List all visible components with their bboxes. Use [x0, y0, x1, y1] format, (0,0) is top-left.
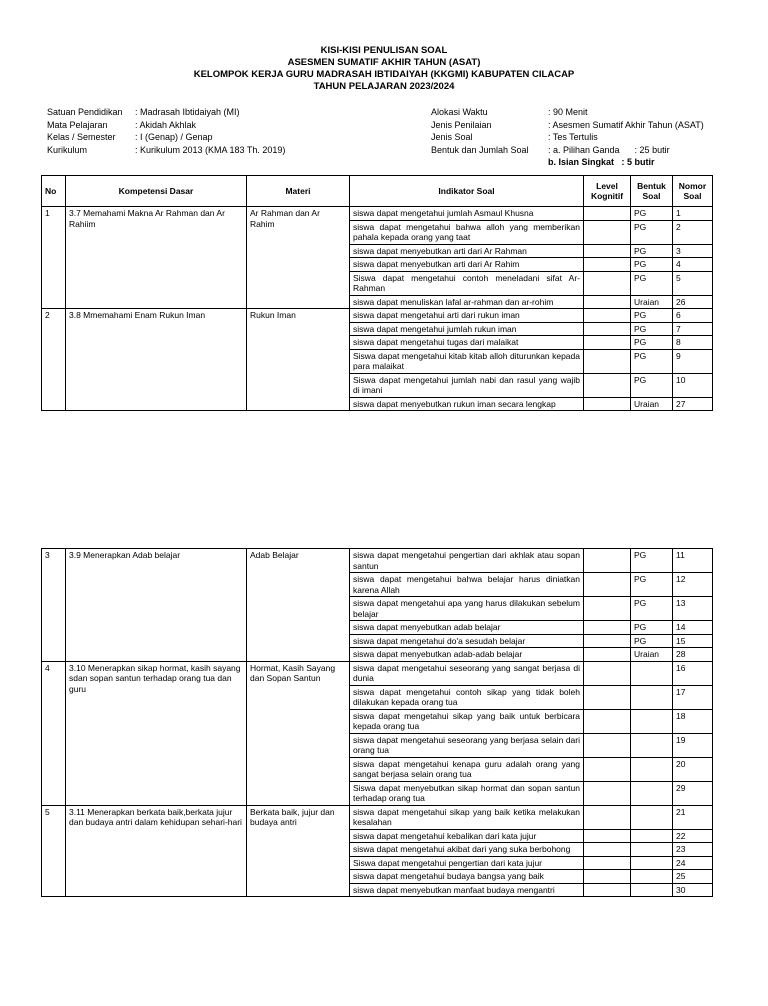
cell-nomor: 5	[673, 271, 713, 295]
meta-key: Satuan Pendidikan	[47, 107, 123, 117]
cell-indikator: siswa dapat mengetahui arti dari rukun iman	[350, 309, 584, 323]
cell-nomor: 12	[673, 573, 713, 597]
cell-bentuk: PG	[631, 573, 673, 597]
cell-nomor: 24	[673, 856, 713, 870]
cell-bentuk: PG	[631, 549, 673, 573]
cell-nomor: 14	[673, 621, 713, 635]
table-body-page-2	[42, 549, 713, 897]
cell-bentuk: PG	[631, 322, 673, 336]
cell-level	[584, 573, 631, 597]
meta-row	[431, 156, 704, 169]
cell-level	[584, 322, 631, 336]
cell-level	[584, 829, 631, 843]
meta-key: Jenis Penilaian	[431, 119, 492, 130]
col-header-no: No	[42, 176, 66, 207]
cell-bentuk: PG	[631, 309, 673, 323]
cell-bentuk	[631, 883, 673, 897]
cell-nomor: 3	[673, 244, 713, 258]
cell-nomor: 8	[673, 336, 713, 350]
meta-row	[47, 144, 285, 157]
cell-nomor: 23	[673, 843, 713, 857]
cell-bentuk: Uraian	[631, 397, 673, 411]
cell-bentuk: PG	[631, 373, 673, 397]
cell-indikator: siswa dapat mengetahui sikap yang baik untuk berbicara kepada orang tua	[350, 709, 584, 733]
cell-level	[584, 648, 631, 662]
header-line-2: ASESMEN SUMATIF AKHIR TAHUN (ASAT)	[287, 57, 481, 68]
cell-level	[584, 336, 631, 350]
cell-indikator: siswa dapat mengetahui do'a sesudah belajar	[350, 634, 584, 648]
cell-level	[584, 733, 631, 757]
cell-indikator: siswa dapat mengetahui kebalikan dari kata jujur	[350, 829, 584, 843]
cell-level	[584, 220, 631, 244]
meta-row	[431, 131, 704, 144]
cell-nomor: 16	[673, 661, 713, 685]
kisi-table-page-2	[41, 548, 713, 897]
cell-bentuk	[631, 733, 673, 757]
meta-key: Kelas / Semester	[47, 132, 116, 142]
col-header-indikator: Indikator Soal	[350, 176, 584, 207]
col-header-bentuk: Bentuk Soal	[631, 176, 673, 207]
cell-nomor: 4	[673, 258, 713, 272]
cell-level	[584, 597, 631, 621]
cell-indikator: siswa dapat menyebutkan arti dari Ar Rahman	[350, 244, 584, 258]
cell-no: 3	[42, 549, 66, 662]
cell-bentuk	[631, 757, 673, 781]
meta-key	[431, 156, 548, 169]
col-header-level: Level Kognitif	[584, 176, 631, 207]
cell-bentuk: PG	[631, 621, 673, 635]
meta-row	[431, 106, 704, 119]
cell-nomor: 27	[673, 397, 713, 411]
table-body-page-1	[42, 207, 713, 411]
cell-materi: Berkata baik, jujur dan budaya antri	[247, 805, 350, 897]
cell-level	[584, 258, 631, 272]
meta-right	[431, 106, 704, 169]
cell-indikator: siswa dapat mengetahui tugas dari malaikat	[350, 336, 584, 350]
cell-level	[584, 634, 631, 648]
cell-bentuk	[631, 870, 673, 884]
meta-row	[431, 119, 704, 132]
cell-bentuk	[631, 661, 673, 685]
cell-materi: Ar Rahman dan Ar Rahim	[247, 207, 350, 309]
meta-key: Jenis Soal	[431, 132, 473, 142]
cell-level	[584, 373, 631, 397]
meta-row	[431, 144, 704, 157]
cell-indikator: siswa dapat mengetahui akibat dari yang suka berbohong	[350, 843, 584, 857]
cell-nomor: 20	[673, 757, 713, 781]
meta-value: : a. Pilihan Ganda : 25 butir	[548, 144, 670, 155]
cell-nomor: 1	[673, 207, 713, 221]
cell-bentuk	[631, 781, 673, 805]
cell-indikator: siswa dapat menyebutkan rukun iman secara lengkap	[350, 397, 584, 411]
cell-indikator: siswa dapat menyebutkan manfaat budaya mengantri	[350, 883, 584, 897]
cell-indikator: siswa dapat mengetahui sikap yang baik ketika melakukan kesalahan	[350, 805, 584, 829]
cell-indikator: siswa dapat mengetahui apa yang harus dilakukan sebelum belajar	[350, 597, 584, 621]
meta-value: : Tes Tertulis	[548, 132, 598, 142]
col-header-materi: Materi	[247, 176, 350, 207]
cell-bentuk: PG	[631, 634, 673, 648]
cell-bentuk	[631, 856, 673, 870]
cell-indikator: Siswa dapat menyebutkan sikap hormat dan sopan santun terhadap orang tua	[350, 781, 584, 805]
cell-no: 1	[42, 207, 66, 309]
cell-level	[584, 781, 631, 805]
header-line-1: KISI-KISI PENULISAN SOAL	[320, 45, 448, 56]
cell-nomor: 18	[673, 709, 713, 733]
cell-kompetensi-dasar: 3.8 Mmemahami Enam Rukun Iman	[66, 309, 247, 411]
meta-key: Bentuk dan Jumlah Soal	[431, 144, 529, 155]
cell-nomor: 28	[673, 648, 713, 662]
cell-bentuk: PG	[631, 271, 673, 295]
cell-kompetensi-dasar: 3.10 Menerapkan sikap hormat, kasih sayang sdan sopan santun terhadap orang tua dan guru	[66, 661, 247, 805]
cell-level	[584, 349, 631, 373]
cell-indikator: siswa dapat menuliskan lafal ar-rahman dan ar-rohim	[350, 295, 584, 309]
cell-nomor: 9	[673, 349, 713, 373]
table-row	[42, 661, 713, 685]
meta-value: : I (Genap) / Genap	[135, 132, 213, 142]
cell-indikator: siswa dapat mengetahui bahwa belajar harus diniatkan karena Allah	[350, 573, 584, 597]
cell-level	[584, 757, 631, 781]
cell-indikator: siswa dapat mengetahui jumlah Asmaul Khusna	[350, 207, 584, 221]
cell-bentuk: PG	[631, 220, 673, 244]
cell-bentuk	[631, 829, 673, 843]
cell-level	[584, 843, 631, 857]
kisi-table-page-1	[41, 175, 713, 411]
meta-value: : Akidah Akhlak	[135, 119, 197, 130]
cell-nomor: 17	[673, 685, 713, 709]
cell-nomor: 11	[673, 549, 713, 573]
meta-value: b. Isian Singkat : 5 butir	[548, 157, 655, 167]
cell-nomor: 21	[673, 805, 713, 829]
cell-no: 4	[42, 661, 66, 805]
cell-level	[584, 295, 631, 309]
meta-left	[47, 106, 285, 156]
cell-bentuk: PG	[631, 336, 673, 350]
cell-indikator: siswa dapat mengetahui jumlah rukun iman	[350, 322, 584, 336]
cell-nomor: 30	[673, 883, 713, 897]
table-header-row	[42, 176, 713, 207]
cell-kompetensi-dasar: 3.9 Menerapkan Adab belajar	[66, 549, 247, 662]
cell-indikator: siswa dapat menyebutkan arti dari Ar Rahim	[350, 258, 584, 272]
cell-bentuk	[631, 685, 673, 709]
table-row	[42, 805, 713, 829]
cell-level	[584, 805, 631, 829]
cell-level	[584, 244, 631, 258]
cell-bentuk: Uraian	[631, 648, 673, 662]
cell-nomor: 25	[673, 870, 713, 884]
cell-indikator: siswa dapat menyebutkan adab belajar	[350, 621, 584, 635]
cell-bentuk: PG	[631, 597, 673, 621]
col-header-nomor: Nomor Soal	[673, 176, 713, 207]
cell-bentuk	[631, 805, 673, 829]
cell-level	[584, 883, 631, 897]
cell-level	[584, 870, 631, 884]
table-row	[42, 549, 713, 573]
cell-nomor: 26	[673, 295, 713, 309]
cell-indikator: siswa dapat mengetahui budaya bangsa yang baik	[350, 870, 584, 884]
meta-key: Mata Pelajaran	[47, 119, 108, 130]
meta-value: : 90 Menit	[548, 107, 588, 117]
header-line-3: KELOMPOK KERJA GURU MADRASAH IBTIDAIYAH (KKGMI) KABUPATEN CILACAP	[193, 69, 575, 80]
cell-level	[584, 271, 631, 295]
cell-bentuk: Uraian	[631, 295, 673, 309]
cell-bentuk: PG	[631, 258, 673, 272]
meta-row	[47, 106, 285, 119]
cell-level	[584, 709, 631, 733]
header-line-4: TAHUN PELAJARAN 2023/2024	[313, 81, 455, 92]
meta-value: : Madrasah Ibtidaiyah (MI)	[135, 107, 240, 117]
cell-nomor: 13	[673, 597, 713, 621]
cell-indikator: siswa dapat mengetahui seseorang yang berjasa selain dari orang tua	[350, 733, 584, 757]
cell-kompetensi-dasar: 3.7 Memahami Makna Ar Rahman dan Ar Rahiim	[66, 207, 247, 309]
cell-bentuk: PG	[631, 207, 673, 221]
cell-no: 5	[42, 805, 66, 897]
cell-bentuk: PG	[631, 244, 673, 258]
document-header	[0, 45, 768, 93]
cell-nomor: 10	[673, 373, 713, 397]
cell-nomor: 2	[673, 220, 713, 244]
cell-nomor: 29	[673, 781, 713, 805]
cell-nomor: 22	[673, 829, 713, 843]
cell-level	[584, 856, 631, 870]
cell-kompetensi-dasar: 3.11 Menerapkan berkata baik,berkata jujur dan budaya antri dalam kehidupan sehari-hari	[66, 805, 247, 897]
cell-nomor: 15	[673, 634, 713, 648]
meta-key: Alokasi Waktu	[431, 107, 488, 117]
table-row	[42, 309, 713, 323]
cell-indikator: Siswa dapat mengetahui kitab kitab alloh diturunkan kepada para malaikat	[350, 349, 584, 373]
cell-level	[584, 397, 631, 411]
cell-indikator: siswa dapat mengetahui bahwa alloh yang memberikan pahala kepada orang yang taat	[350, 220, 584, 244]
cell-level	[584, 549, 631, 573]
cell-materi: Hormat, Kasih Sayang dan Sopan Santun	[247, 661, 350, 805]
cell-level	[584, 685, 631, 709]
cell-indikator: siswa dapat mengetahui seseorang yang sangat berjasa di dunia	[350, 661, 584, 685]
cell-bentuk	[631, 709, 673, 733]
cell-materi: Rukun Iman	[247, 309, 350, 411]
cell-indikator: siswa dapat mengetahui contoh sikap yang tidak boleh dilakukan kepada orang tua	[350, 685, 584, 709]
cell-indikator: siswa dapat mengetahui pengertian dari akhlak atau sopan santun	[350, 549, 584, 573]
meta-value: : Asesmen Sumatif Akhir Tahun (ASAT)	[548, 119, 704, 130]
cell-bentuk: PG	[631, 349, 673, 373]
cell-level	[584, 661, 631, 685]
meta-row	[47, 119, 285, 132]
cell-nomor: 6	[673, 309, 713, 323]
cell-level	[584, 309, 631, 323]
col-header-kd: Kompetensi Dasar	[66, 176, 247, 207]
cell-nomor: 19	[673, 733, 713, 757]
cell-indikator: Siswa dapat mengetahui contoh meneladani sifat Ar-Rahman	[350, 271, 584, 295]
meta-row	[47, 131, 285, 144]
cell-indikator: siswa dapat menyebutkan adab-adab belajar	[350, 648, 584, 662]
cell-level	[584, 621, 631, 635]
meta-value: : Kurikulum 2013 (KMA 183 Th. 2019)	[135, 144, 286, 155]
cell-nomor: 7	[673, 322, 713, 336]
cell-indikator: Siswa dapat mengetahui pengertian dari kata jujur	[350, 856, 584, 870]
cell-materi: Adab Belajar	[247, 549, 350, 662]
cell-level	[584, 207, 631, 221]
cell-indikator: Siswa dapat mengetahui jumlah nabi dan rasul yang wajib di imani	[350, 373, 584, 397]
meta-key: Kurikulum	[47, 144, 88, 155]
cell-no: 2	[42, 309, 66, 411]
cell-indikator: siswa dapat mengetahui kenapa guru adalah orang yang sangat berjasa selain orang tua	[350, 757, 584, 781]
table-row	[42, 207, 713, 221]
cell-bentuk	[631, 843, 673, 857]
